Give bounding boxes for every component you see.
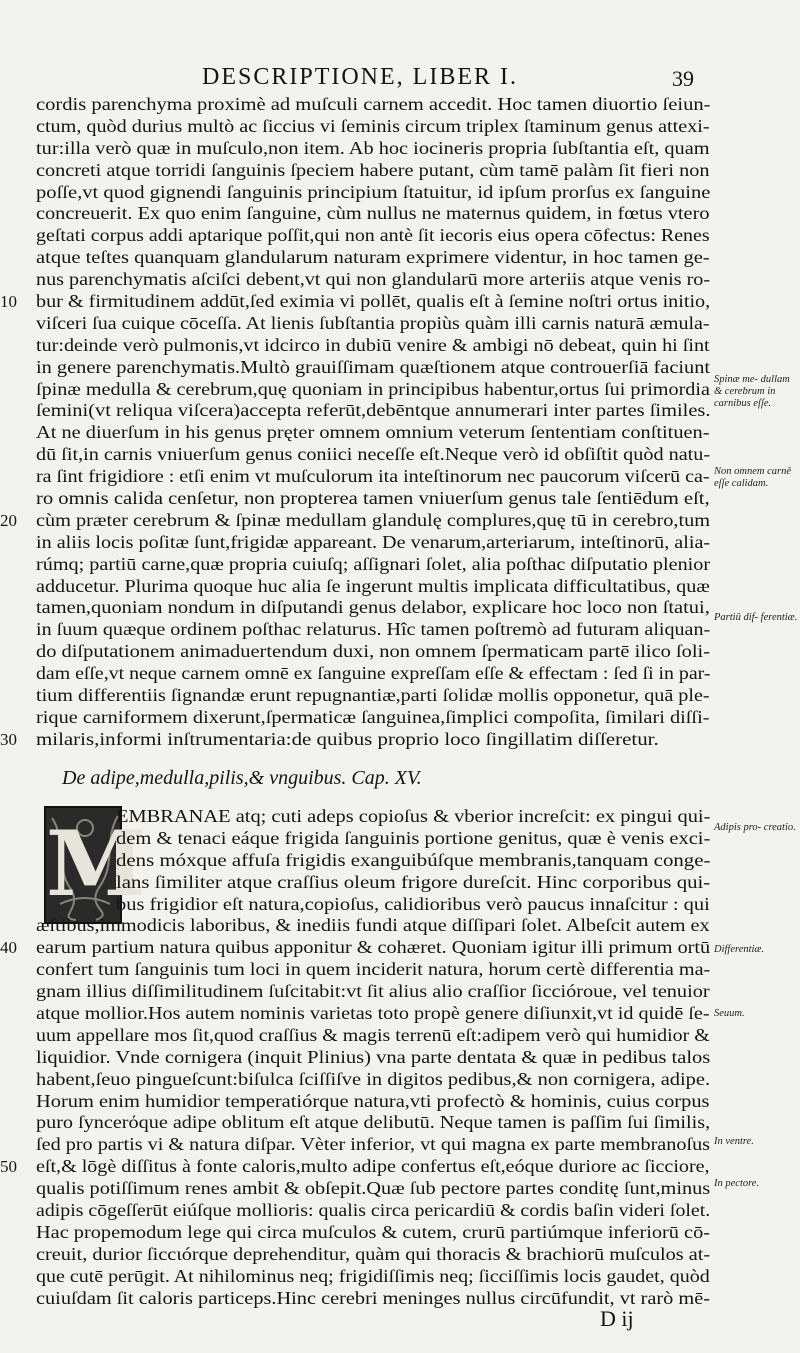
line-text: poſſe,vt quod gignendi ſanguinis principium ſtatuitur, id ipſum prorſus ex ſanguine bbox=[36, 181, 711, 202]
text-line bbox=[36, 894, 710, 916]
text-line bbox=[36, 225, 710, 247]
text-line bbox=[36, 94, 710, 116]
text-line bbox=[36, 663, 710, 685]
line-text: concreti atque torridi ſanguinis ſpeciem habere putant, cùm tamē palàm ſit fieri non bbox=[36, 159, 710, 180]
line-text: do diſputationem animaduertendum duxi, non omnem ſpermaticam partē ilico ſoli- bbox=[36, 641, 711, 662]
line-text: bus frigidior eſt natura,copioſus, calidioribus verò paucus innaſcitur : qui bbox=[116, 893, 710, 914]
line-text: tur:illa verò quæ in muſculo,non item. Ab hoc iocineris propria ſubſtantia eſt, quam bbox=[36, 137, 710, 158]
text-line bbox=[36, 1222, 710, 1244]
line-text: qualis potiſſimum renes ambit & obſepit.Quæ ſub pectore partes conditę ſunt,minus bbox=[36, 1178, 711, 1199]
line-text: tur:deinde verò pulmonis,vt idcirco in dubiū venire & ambigi nō debeat, quin hi ſint bbox=[36, 334, 710, 355]
line-text: cuiuſdam ſit caloris particeps.Hinc cerebri meninges nullus circūfundit, vt rarò mē- bbox=[36, 1287, 711, 1308]
line-text: habent,ſeuo pingueſcunt:biſulca ſciſſiſve in digitos pedibus,& non cornigera, adipe. bbox=[36, 1068, 711, 1089]
text-line bbox=[36, 959, 710, 981]
line-text: milaris,informi inſtrumentaria:de quibus proprio loco ſingillatim diſſeretur. bbox=[36, 728, 659, 749]
line-text: ſemini(vt reliqua viſcera)accepta referūt,debēntque annumerari inter partes ſimiles. bbox=[36, 400, 711, 421]
line-text: puro ſyncerόque adipe oblitum eſt atque delibutū. Neque tamen is paſſim ſui ſimilis, bbox=[36, 1112, 711, 1133]
line-text: earum partium natura quibus apponitur & cohæret. Quoniam igitur illi primum ortū bbox=[36, 937, 711, 958]
margin-note: Differentiæ. bbox=[714, 944, 765, 955]
text-line bbox=[36, 641, 710, 663]
text-line bbox=[36, 313, 710, 335]
line-text: in ſuum quæque ordinem poſthac relaturus. Hîc tamen poſtremò ad futuram aliquan- bbox=[36, 619, 711, 640]
margin-note: Spinæ me- dullam & cerebrum in carnibus eſſe. bbox=[714, 374, 790, 409]
text-line bbox=[36, 160, 710, 182]
text-line bbox=[36, 379, 710, 401]
margin-note: In pectore. bbox=[714, 1178, 760, 1189]
line-text: Horum enim humidior temperatiórque natura,vti profectò & hominis, cuius corpus bbox=[36, 1090, 710, 1111]
line-text: eſt,& lōgè diſſitus à fonte caloris,multo adipe confertus eſt,eóque duriore ac ſicciore, bbox=[36, 1156, 710, 1177]
text-line bbox=[36, 828, 710, 850]
line-text: ſed pro partis vi & natura diſpar. Vèter inferior, vt qui magna ex parte membranoſus bbox=[36, 1134, 711, 1155]
text-line bbox=[36, 203, 710, 225]
text-line bbox=[36, 554, 710, 576]
line-text: uum appellare mos ſit,quod craſſius & magis terrenū eſt:adipem verò qui humidior & bbox=[36, 1024, 710, 1045]
line-text: EMBRANAE atq; cuti adeps copioſus & vberior increſcit: ex pingui qui- bbox=[116, 806, 711, 826]
text-line bbox=[36, 1091, 710, 1113]
text-line bbox=[36, 466, 710, 488]
line-text: que cutē perūgit. At nihilominus neq; frigidiſſimis neq; ſicciſſimis locis gaudet, quòd bbox=[36, 1265, 710, 1286]
line-text: ro omnis calida cenſetur, non propterea tamen vniuerſum genus tale ſentiēdum eſt, bbox=[36, 488, 710, 509]
text-line bbox=[36, 1178, 710, 1200]
line-text: in aliis locis poſitæ ſunt,frigidæ appareant. De venarum,arteriarum, inteſtinorū, alia- bbox=[36, 531, 711, 552]
line-number: 30 bbox=[0, 729, 17, 749]
text-line bbox=[36, 1025, 710, 1047]
text-line bbox=[36, 1200, 710, 1222]
line-text: in genere parenchymatis.Multò grauiſſimam quæſtionem atque controuerſiā faciunt bbox=[36, 356, 711, 377]
chapter-heading: De adipe,medulla,pilis,& vnguibus. Cap. XV. bbox=[62, 767, 422, 789]
text-line bbox=[36, 685, 710, 707]
line-text: At ne diuerſum in his genus pręter omnem omnium veterum ſententiam conſtituen- bbox=[36, 422, 710, 443]
line-text: rique carniformem dixerunt,ſpermaticæ ſanguinea,ſimplici compoſita, ſimilari diſſi- bbox=[36, 706, 710, 727]
text-line bbox=[36, 422, 710, 444]
line-text: ctum, quòd durius multò ac ſiccius vi ſeminis circum triplex ſtaminum genus attexi- bbox=[36, 115, 710, 136]
line-text: creuit, durior ſiccιórque deprehenditur, quàm qui thoracis & brachiorū muſculos at- bbox=[36, 1243, 711, 1264]
line-text: dem & tenaci eáque frigida ſanguinis portione genitus, quæ è venis exci- bbox=[116, 827, 711, 848]
line-number: 20 bbox=[0, 510, 17, 530]
text-line bbox=[36, 1244, 710, 1266]
line-text: liquidior. Vnde cornigera (inquit Plinius) vna parte dentata & quæ in pedibus talos bbox=[36, 1046, 711, 1067]
text-line bbox=[36, 872, 710, 894]
line-text: geſtati corpus addi aptarique poſſit,qui non antè ſit iecoris eius opera cōfectus: Renes bbox=[36, 225, 710, 246]
line-number: 40 bbox=[0, 938, 17, 958]
line-text: cùm præter cerebrum & ſpinæ medullam glandulę complures,quę tū in cerebro,tum bbox=[36, 509, 711, 530]
text-line bbox=[36, 707, 710, 729]
line-text: ra ſint frigidiore : etſi enim vt muſculorum ita inteſtinorum nec paucorum viſcerū ca- bbox=[36, 466, 710, 487]
text-line bbox=[36, 981, 710, 1003]
text-line bbox=[36, 915, 710, 937]
line-number: 10 bbox=[0, 292, 17, 312]
text-line bbox=[36, 444, 710, 466]
page-number: 39 bbox=[672, 66, 694, 91]
show-through-text bbox=[300, 732, 720, 748]
line-text: adipis cōgeſſerūt eiúſque mollioris: qualis circa pericardiū & cordis baſin videri ſolet. bbox=[36, 1200, 711, 1221]
line-text: ſpinæ medulla & cerebrum,quę quoniam in principibus habentur,ortus ſui primordia bbox=[36, 378, 710, 399]
text-line bbox=[36, 532, 710, 554]
text-line bbox=[36, 850, 710, 872]
text-line bbox=[36, 335, 710, 357]
margin-note: Seuum. bbox=[714, 1008, 745, 1019]
line-text: cordis parenchyma proximè ad muſculi carnem accedit. Hoc tamen diuortio ſeiun- bbox=[36, 94, 711, 114]
text-line bbox=[36, 1069, 710, 1091]
line-text: dens móxque affuſa frigidis exanguibúſque membranis,tanquam conge- bbox=[116, 849, 711, 870]
paragraph-2 bbox=[0, 806, 711, 1309]
line-text: rúmq; partiū carne,quæ propria cuiuſq; aſſignari ſolet, alia poſthac diſputatio plenior bbox=[36, 553, 711, 574]
text-line bbox=[36, 357, 710, 379]
text-line bbox=[36, 247, 710, 269]
text-line bbox=[0, 1156, 710, 1178]
margin-note: Adipis pro- creatio. bbox=[714, 822, 796, 833]
line-number: 50 bbox=[0, 1157, 17, 1177]
line-text: dū ſit,in carnis vniuerſum genus coniici neceſſe eſt.Neque verò id obſiſtit quòd natu- bbox=[36, 444, 711, 465]
line-text: dam eſſe,vt neque carnem omnē ex ſanguine expreſſam eſſe & effectam : ſed ſi in par- bbox=[36, 663, 711, 684]
signature-mark: D ij bbox=[600, 1306, 634, 1331]
line-text: lans ſimiliter atque craſſius oleum frigore dureſcit. Hinc corporibus qui- bbox=[116, 871, 711, 892]
text-line bbox=[36, 576, 710, 598]
margin-note: Partiū dif- ferentiæ. bbox=[714, 612, 798, 623]
text-line bbox=[36, 138, 710, 160]
text-line bbox=[36, 400, 710, 422]
text-line bbox=[36, 182, 710, 204]
line-text: gnam illius diſſimilitudinem ſuſcitabit:vt ſit alius alio craſſior ſiccióroue, vel tenuior bbox=[36, 981, 710, 1002]
text-line bbox=[36, 1266, 710, 1288]
line-text: Hac propemodum lege qui circa muſculos & cutem, crurū partiúmque inferiorū cō- bbox=[36, 1221, 711, 1242]
text-line bbox=[36, 269, 710, 291]
line-text: atque mollior.Hos autem nominis varietas toto propè genere diſiunxit,vt id quidē ſe- bbox=[36, 1003, 710, 1024]
line-text: viſceri ſua cuique cōceſſa. At lienis ſubſtantia propiùs quàm illi carnis naturā æmula- bbox=[36, 312, 710, 333]
margin-note: In ventre. bbox=[714, 1136, 754, 1147]
running-header-title: DESCRIPTIONE, LIBER I. bbox=[202, 64, 518, 90]
line-text: atque teſtes quanquam glandularum naturam exprimere videntur, in hoc tamen ge- bbox=[36, 247, 710, 268]
margin-note: Non omnem carnē eſſe calidam. bbox=[714, 466, 791, 489]
line-text: nus parenchymatis aſciſci debent,vt qui non glandularū more arteriis atque venis ro- bbox=[36, 269, 711, 290]
text-line bbox=[0, 291, 711, 313]
text-line bbox=[36, 619, 710, 641]
text-line bbox=[36, 1134, 710, 1156]
text-line bbox=[36, 806, 710, 828]
line-text: æſtibus,immodicis laboribus, & inediis fundi atque diſſipari ſolet. Albeſcit autem ex bbox=[36, 915, 710, 936]
text-line bbox=[0, 509, 711, 532]
text-line bbox=[36, 1112, 710, 1134]
line-text: adducetur. Plurima quoque huc alia ſe ingerunt multis implicata difficultatibus, quæ bbox=[36, 575, 710, 596]
line-text: confert tum ſanguinis tum loci in quem inciderit natura, horum certè differentia ma- bbox=[36, 959, 711, 980]
initial-letter: M bbox=[46, 811, 146, 917]
line-text: concreuerit. Ex quo enim ſanguine, cùm nullus ne maternus quidem, in fœtus vtero bbox=[36, 203, 710, 224]
text-line bbox=[36, 488, 710, 510]
line-text: tium differentiis ſignandæ erunt repugnantiæ,parti ſolidæ mollis opponetur, quā ple- bbox=[36, 685, 710, 706]
text-line bbox=[36, 1003, 710, 1025]
text-line bbox=[36, 597, 710, 619]
line-text: tamen,quoniam nondum in diſputandi genus delabor, explicare hoc loco non ſtatui, bbox=[36, 597, 710, 618]
text-line bbox=[0, 937, 711, 959]
paragraph-1 bbox=[0, 94, 711, 751]
text-line bbox=[36, 116, 710, 138]
text-line bbox=[36, 1047, 710, 1069]
line-text: bur & firmitudinem addūt,ſed eximia vi pollēt, qualis eſt à ſemine noſtri ortus initio, bbox=[36, 291, 711, 312]
